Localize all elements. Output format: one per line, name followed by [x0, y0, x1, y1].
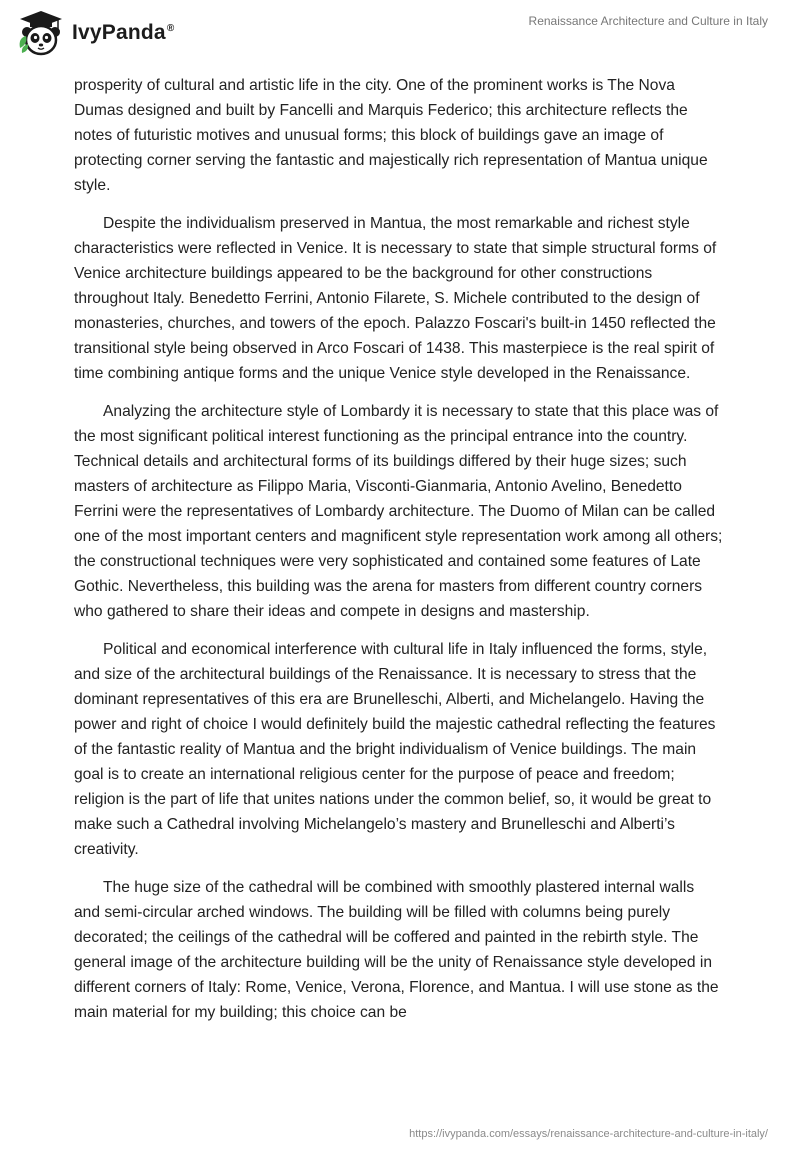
paragraph-3: Analyzing the architecture style of Lombardy it is necessary to state that this place was of the most significant political interest functioning as the principal entrance into the country. Technical details and architectural forms of its buildings differed by their huge sizes; such masters of architecture as Filippo Maria, Visconti-Gianmaria, Antonio Avelino, Benedetto Ferrini were the representatives of Lombardy architecture. The Duomo of Milan can be called one of the most important centers and magnificent style representation work among all others; the constructional techniques were very sophisticated and contained some features of Late Gothic. Nevertheless, this building was the arena for masters from different country corners who gathered to share their ideas and compete in designs and mastership. [74, 403, 723, 620]
page-header [0, 0, 800, 70]
document-title: Renaissance Architecture and Culture in Italy [528, 14, 768, 28]
essay-body [74, 73, 724, 1038]
source-url[interactable]: https://ivypanda.com/essays/renaissance-architecture-and-culture-in-italy/ [409, 1128, 768, 1140]
paragraph-5: The huge size of the cathedral will be combined with smoothly plastered internal walls and semi-circular arched windows. The building will be filled with columns being purely decorated; the ceilings of the cathedral will be coffered and painted in the rebirth style. The general image of the architecture building will be the unity of Renaissance style developed in different corners of Italy: Rome, Venice, Verona, Florence, and Mantua. I will use stone as the main material for my building; this choice can be [74, 879, 719, 1021]
ivypanda-logo[interactable] [16, 8, 174, 58]
brand-name: IvyPanda® [72, 21, 175, 44]
panda-graduate-logo-icon [16, 8, 66, 58]
paragraph-1: prosperity of cultural and artistic life in the city. One of the prominent works is The Nova Dumas designed and built by Fancelli and Marquis Federico; this architecture reflects the notes of futuristic motives and unusual forms; this block of buildings gave an image of protecting corner serving the fantastic and majestically rich representation of Mantua unique style. [74, 77, 708, 194]
paragraph-2: Despite the individualism preserved in Mantua, the most remarkable and richest style characteristics were reflected in Venice. It is necessary to state that simple structural forms of Venice architecture buildings appeared to be the background for other constructions throughout Italy. Benedetto Ferrini, Antonio Filarete, S. Michele contributed to the design of monasteries, churches, and towers of the epoch. Palazzo Foscari's built-in 1450 reflected the transitional style being observed in Arco Foscari of 1438. This masterpiece is the real spirit of time combining antique forms and the unique Venice style developed in the Renaissance. [74, 215, 717, 382]
paragraph-4: Political and economical interference with cultural life in Italy influenced the forms, style, and size of the architectural buildings of the Renaissance. It is necessary to stress that the dominant representatives of this era are Brunelleschi, Alberti, and Michelangelo. Having the power and right of choice I would definitely build the majestic cathedral reflecting the features of the fantastic reality of Mantua and the bright individualism of Venice buildings. The main goal is to create an international religious center for the purpose of peace and freedom; religion is the part of life that unites nations under the common belief, so, it would be great to make such a Cathedral involving Michelangelo’s mastery and Brunelleschi and Alberti’s creativity. [74, 641, 716, 858]
registered-mark: ® [166, 23, 175, 34]
